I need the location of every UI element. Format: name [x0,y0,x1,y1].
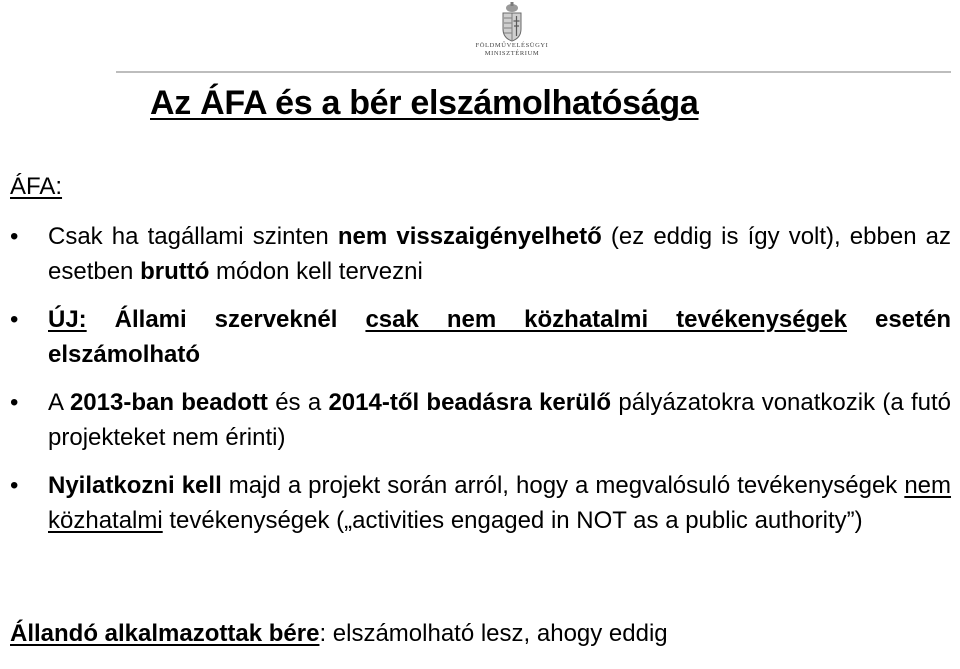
bullet-text [48,223,951,285]
bullet-item [10,385,951,455]
underlined-text: nem közhatalmi [48,472,952,534]
logo-line-1: FÖLDMŰVELÉSÜGYI [475,42,549,49]
slide-title: Az ÁFA és a bér elszámolhatósága [150,84,699,122]
header-divider [116,71,951,73]
text-span: Csak ha tagállami szinten [48,223,338,250]
bullet-item [10,302,951,372]
bullet-dot: • [10,223,19,250]
underlined-text: csak nem közhatalmi tevékenységek [365,306,847,333]
salary-label: Állandó alkalmazottak bére [10,620,320,647]
bullet-text [48,472,951,534]
text-span: (ez eddig is így volt), ebben az esetben [48,223,951,285]
bullet-list [10,219,951,551]
text-span: esetén elszámolható [48,306,952,368]
salary-text: : elszámolható lesz, ahogy eddig [319,620,668,647]
bold-text: nem visszaigényelhető [337,223,602,250]
bold-text: bruttó [140,258,210,285]
bullet-item [10,468,951,538]
bullet-text [48,306,951,368]
salary-note [10,620,668,648]
bullet-dot: • [10,472,19,499]
coat-of-arms-icon [500,2,524,42]
bullet-dot: • [10,389,19,416]
bold-text: 2013-ban beadott [69,389,268,416]
section-label-afa: ÁFA: [10,173,63,200]
ministry-logo [462,2,562,66]
text-span: és a [267,389,329,416]
bullet-item [10,219,951,289]
text-span: A [48,389,70,416]
bold-text: Nyilatkozni kell [48,472,222,499]
underlined-text: ÚJ: [48,306,87,333]
text-span: majd a projekt során arról, hogy a megvalósuló tevékenységek [221,472,905,499]
bullet-dot: • [10,306,19,333]
text-span: Állami szerveknél [86,306,366,333]
text-span: pályázatokra vonatkozik (a futó projekteket nem érinti) [48,389,951,451]
logo-line-2: MINISZTÉRIUM [484,50,540,57]
bullet-text [48,389,951,451]
text-span: tevékenységek („activities engaged in NOT as a public authority”) [162,507,863,534]
bold-text: 2014-től beadásra kerülő [328,389,612,416]
text-span: módon kell tervezni [209,258,423,285]
